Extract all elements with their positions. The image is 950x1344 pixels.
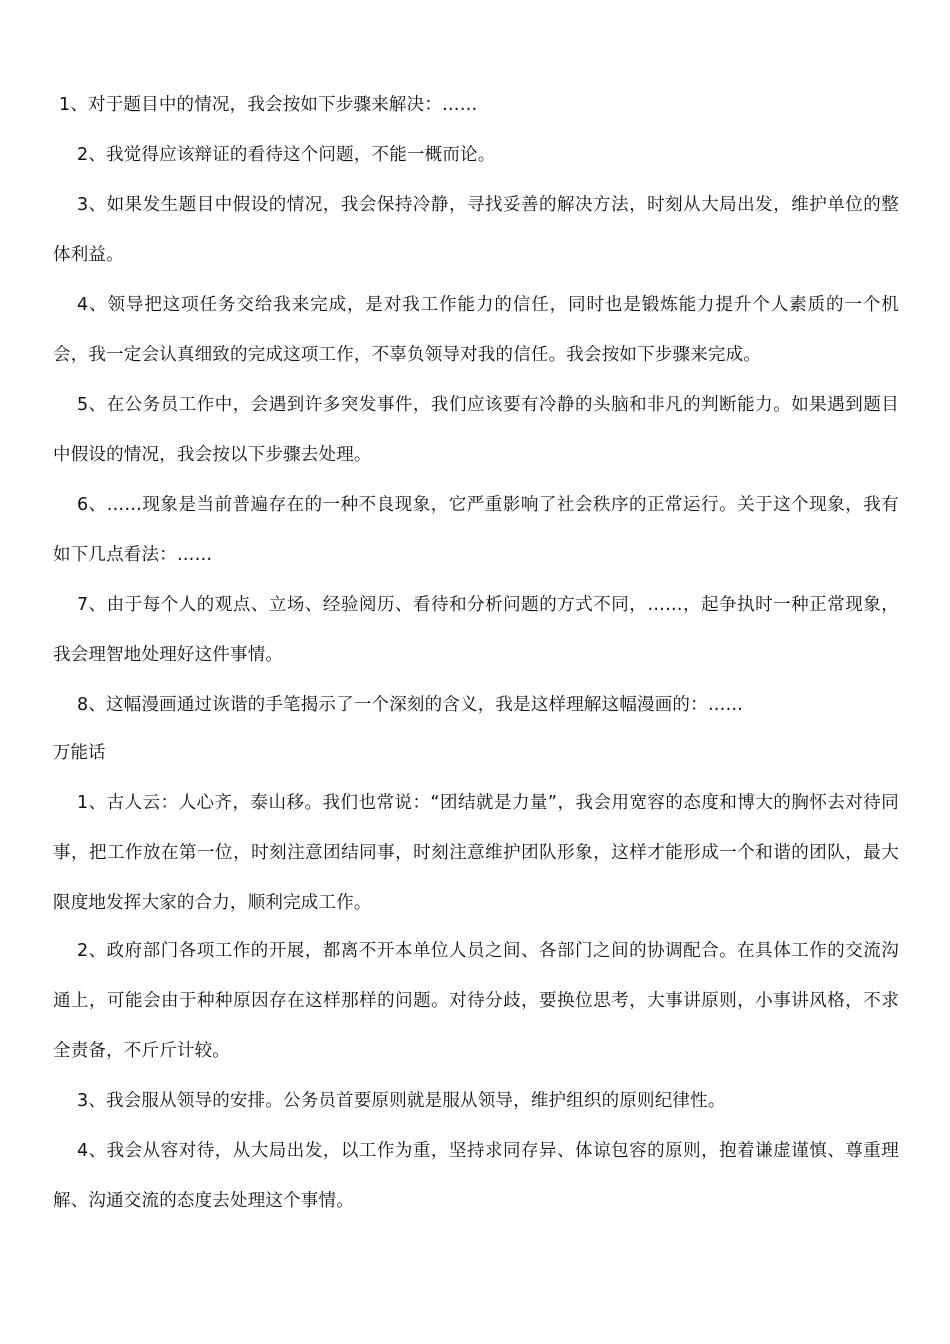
answer-paragraph-8: 8、这幅漫画通过诙谐的手笔揭示了一个深刻的含义，我是这样理解这幅漫画的：…… — [77, 695, 744, 715]
answer-paragraph-5: 5、在公务员工作中，会遇到许多突发事件，我们应该要有冷静的头脑和非凡的判断能力。如果遇到题目中假设的情况，我会按以下步骤去处理。 — [53, 395, 899, 465]
general-paragraph-3: 3、我会服从领导的安排。公务员首要原则就是服从领导，维护组织的原则纪律性。 — [77, 1091, 726, 1111]
answer-paragraph-2: 2、我觉得应该辩证的看待这个问题，不能一概而论。 — [77, 145, 496, 165]
answer-paragraph-4: 4、领导把这项任务交给我来完成，是对我工作能力的信任，同时也是锻炼能力提升个人素质的一个机会，我一定会认真细致的完成这项工作，不辜负领导对我的信任。我会按如下步骤来完成。 — [53, 295, 899, 365]
answer-paragraph-3: 3、如果发生题目中假设的情况，我会保持冷静，寻找妥善的解决方法，时刻从大局出发，维护单位的整体利益。 — [53, 195, 899, 265]
answer-paragraph-1: 1、对于题目中的情况，我会按如下步骤来解决：…… — [59, 95, 478, 115]
general-paragraph-4: 4、我会从容对待，从大局出发，以工作为重，坚持求同存异、体谅包容的原则，抱着谦虚谨慎、尊重理解、沟通交流的态度去处理这个事情。 — [53, 1141, 899, 1211]
general-paragraph-1: 1、古人云：人心齐，泰山移。我们也常说：“团结就是力量”，我会用宽容的态度和博大的胸怀去对待同事，把工作放在第一位，时刻注意团结同事，时刻注意维护团队形象，这样才能形成一个和谐的团队，最大限度地发挥大家的合力，顺利完成工作。 — [53, 793, 899, 913]
answer-paragraph-6: 6、……现象是当前普遍存在的一种不良现象，它严重影响了社会秩序的正常运行。关于这个现象，我有如下几点看法：…… — [53, 495, 899, 565]
general-paragraph-2: 2、政府部门各项工作的开展，都离不开本单位人员之间、各部门之间的协调配合。在具体工作的交流沟通上，可能会由于种种原因存在这样那样的问题。对待分歧，要换位思考，大事讲原则，小事讲风格，不求全责备，不斤斤计较。 — [53, 941, 899, 1061]
section-heading: 万能话 — [53, 743, 106, 763]
answer-paragraph-7: 7、由于每个人的观点、立场、经验阅历、看待和分析问题的方式不同，……，起争执时一种正常现象，我会理智地处理好这件事情。 — [53, 595, 899, 665]
